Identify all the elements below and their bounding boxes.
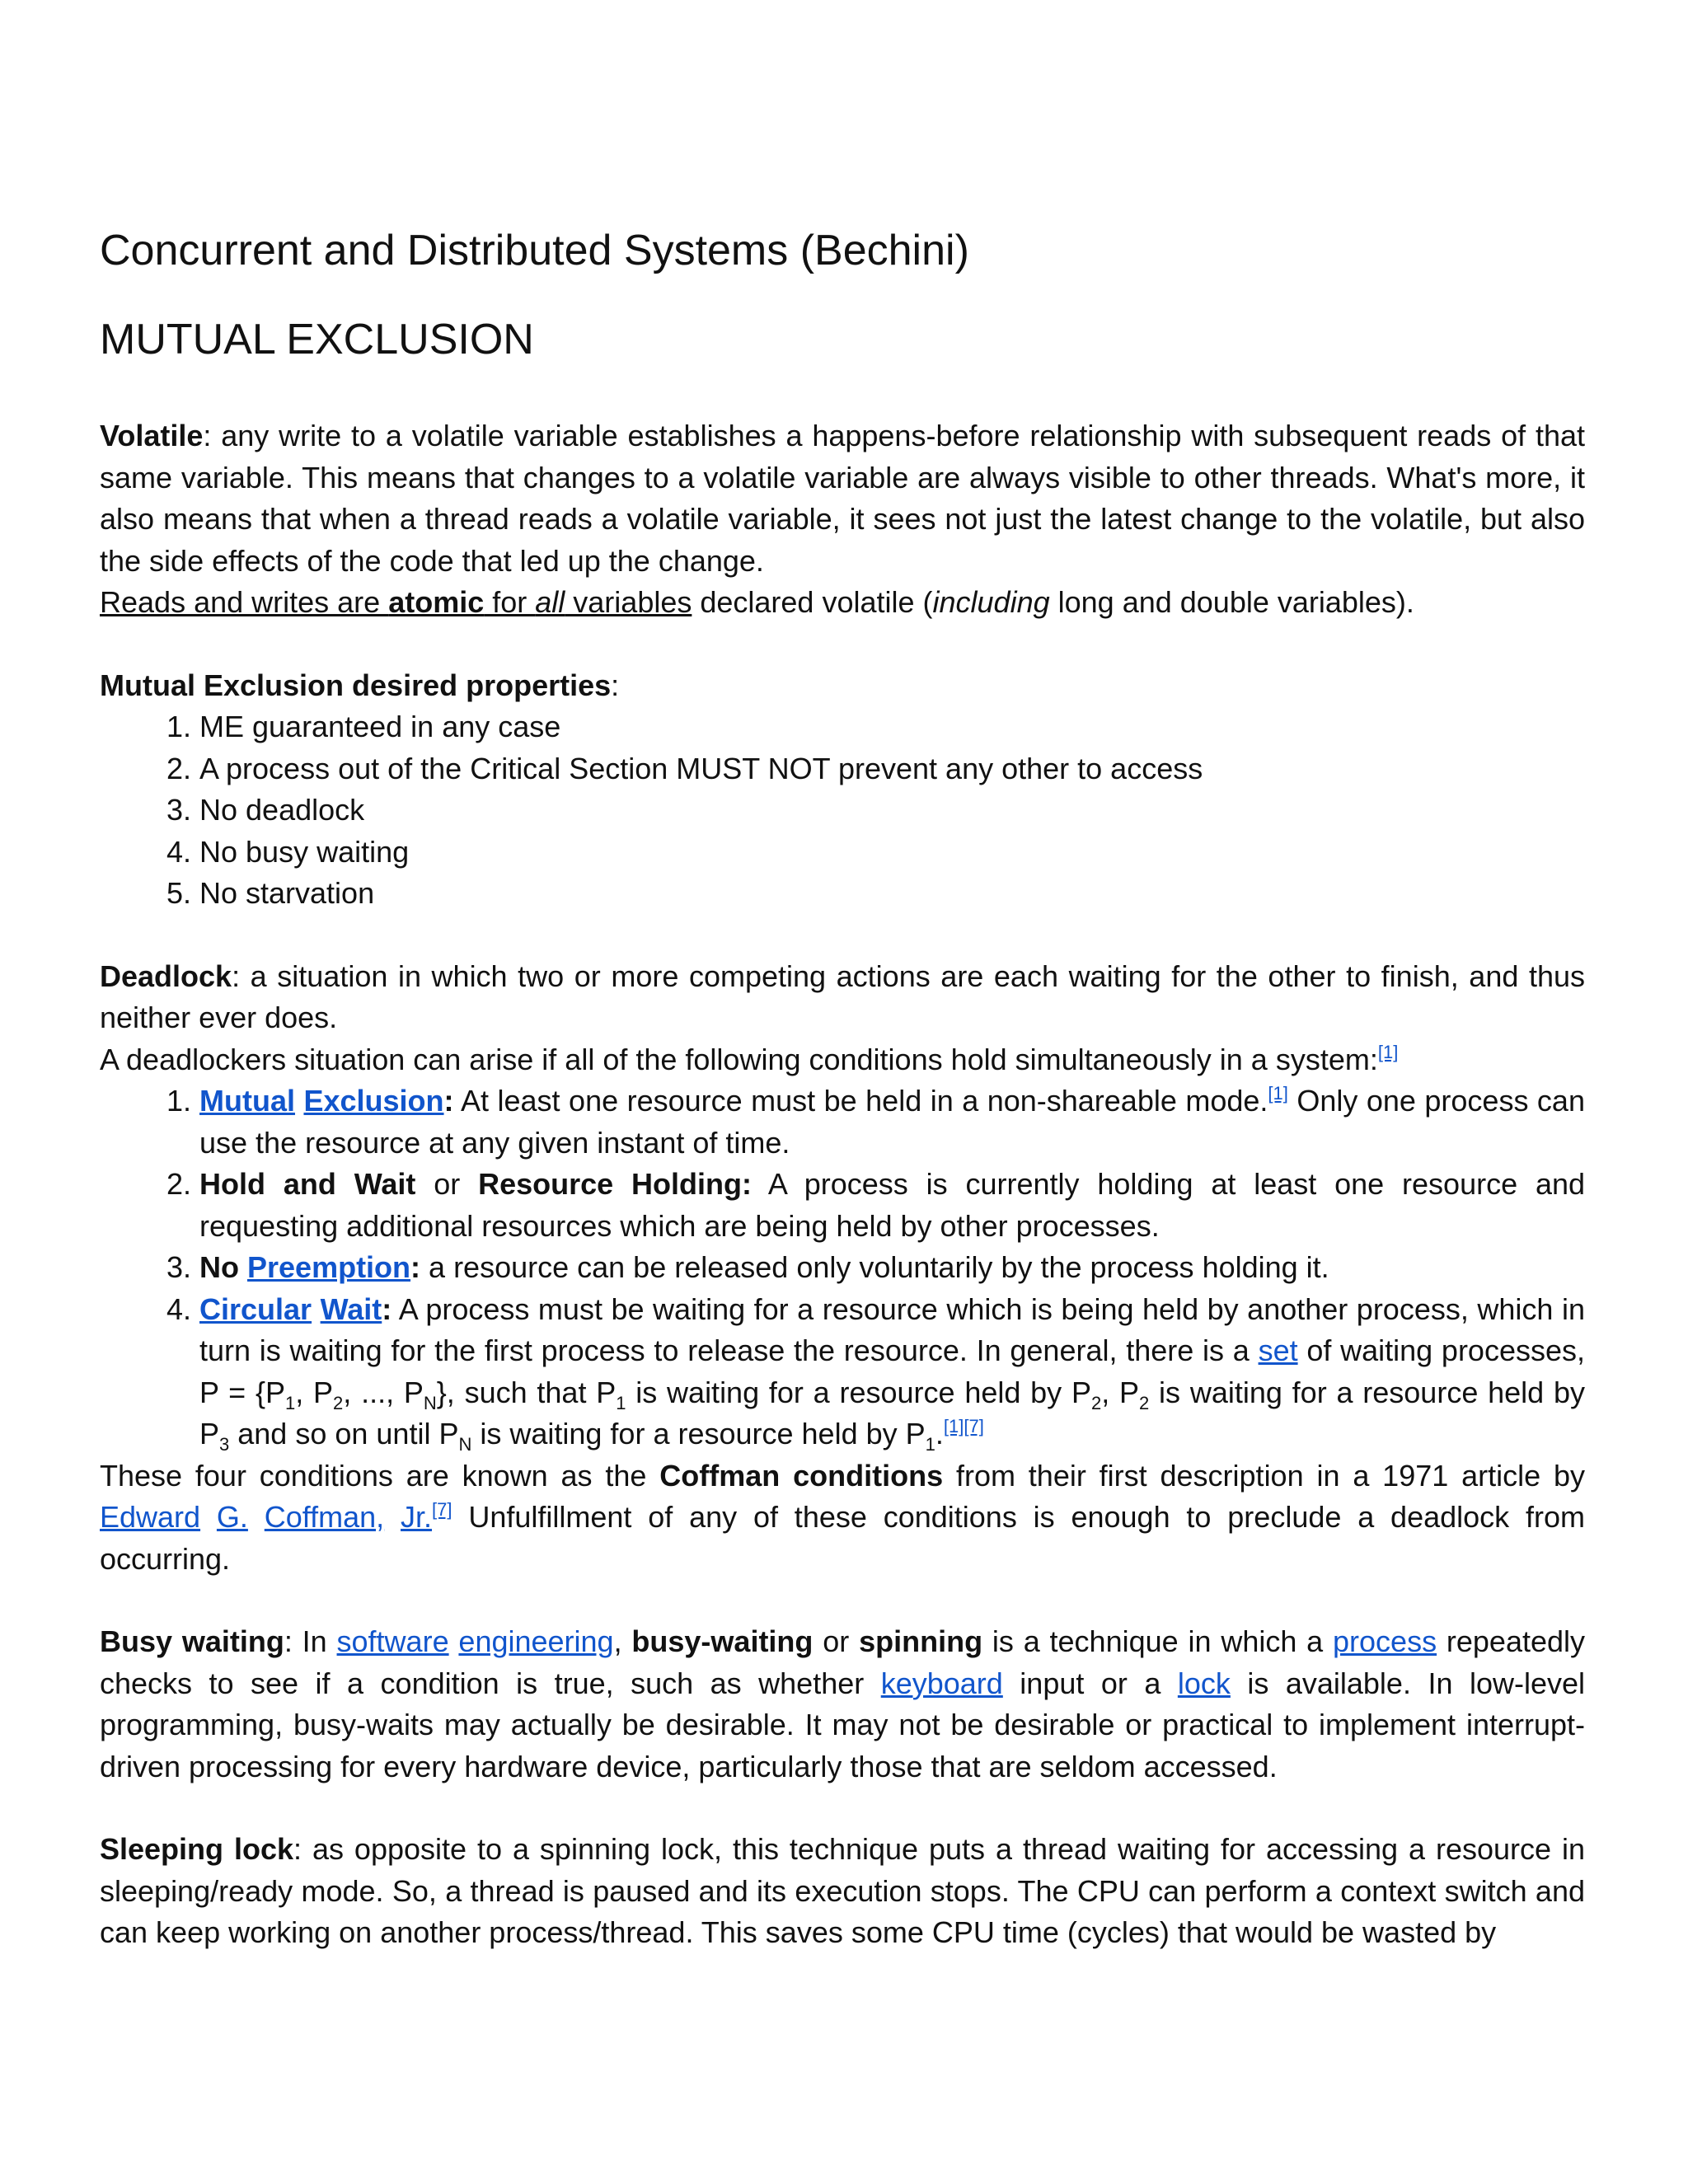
circular-link[interactable]: Circular <box>199 1291 312 1326</box>
deadlock-paragraph: Deadlock: a situation in which two or more competing actions are each waiting for the other to finish, and thus neither ever does. <box>100 958 1585 1034</box>
list-item: 4. Circular Wait: A process must be waiting for a resource which is being held by another process, which in turn is waiting for the first process to release the resource. In general, there is a set of waiting processes, $P = \{P_1$, $P_2$, ..., $P_N$}, such that $P_1$ is waiting for a resource held by $P_2$, $P_2$ is waiting for a resource held by $P_3$ and so on until $P_N$ is waiting for a resource held by $P_1.[1][7]$ <box>199 1289 1585 1455</box>
software-link[interactable]: software <box>336 1624 449 1658</box>
exclusion-link[interactable]: Exclusion <box>303 1084 444 1118</box>
process-link[interactable]: process <box>1333 1624 1437 1658</box>
spacer <box>100 624 1585 665</box>
deadlock-term: Deadlock <box>100 958 232 993</box>
atomic-underline-c: for <box>484 585 536 619</box>
list-item: 2. Hold and Wait or Resource Holding: A process is currently holding at least one resource and requesting additional resources which are being held by other processes. <box>199 1164 1585 1247</box>
list-item: 1. Mutual Exclusion: At least one resource must be held in a non-shareable mode.[1] Only one process can use the resource at any given instant of time. <box>199 1080 1585 1164</box>
coffman-paragraph: These four conditions are known as the Coffman conditions from their first description in a 1971 article by Edward G. Coffman, Jr.[7] Unfulfillment of any of these conditions is enough to preclude a deadlock from occurring. <box>100 1458 1586 1576</box>
long-double-text: long and double variables). <box>1049 585 1414 619</box>
lock-link[interactable]: lock <box>1177 1666 1231 1700</box>
jr-link[interactable]: Jr. <box>401 1500 433 1534</box>
me-properties-list <box>100 706 1585 915</box>
atomic-underline-a: Reads and writes are <box>100 585 389 619</box>
deadlock-intro: A deadlockers situation can arise if all of the following conditions hold simultaneously in a system:[1] <box>100 1041 1399 1076</box>
coffman-term: Coffman conditions <box>659 1458 944 1493</box>
list-item: 2. A process out of the Critical Section MUST NOT prevent any other to access <box>199 748 1585 790</box>
reference-link-1[interactable]: [1] <box>1377 1041 1399 1062</box>
volatile-text: : any write to a volatile variable establishes a happens-before relationship with subsequent reads of that same variable. This means that changes to a volatile variable are always visible to other threads. What's more, it also means that when a thread reads a volatile variable, it sees not just the latest change to the volatile, but also the side effects of the code that led up the change. <box>100 419 1585 578</box>
spacer <box>100 1580 1585 1621</box>
reference-link-7[interactable]: [7] <box>964 1416 984 1436</box>
preemption-link[interactable]: Preemption <box>247 1250 411 1284</box>
engineering-link[interactable]: engineering <box>458 1624 614 1658</box>
list-item: 5. No starvation <box>199 873 1585 915</box>
reference-link-1[interactable]: [1] <box>1268 1083 1288 1104</box>
list-item: 4. No busy waiting <box>199 832 1585 874</box>
coffman-conditions-list <box>100 1080 1585 1455</box>
busy-waiting-term: Busy waiting <box>100 1624 284 1658</box>
section-title: MUTUAL EXCLUSION <box>100 316 534 363</box>
volatile-atomic-line <box>100 582 1585 624</box>
atomic-word: atomic <box>388 585 485 619</box>
atomic-underline-e: variables <box>565 585 692 619</box>
sleeping-lock-term: Sleeping lock <box>100 1832 294 1866</box>
including-word: including <box>932 585 1050 619</box>
declared-volatile-text: declared volatile ( <box>692 585 933 619</box>
sleeping-lock-paragraph: Sleeping lock: as opposite to a spinning lock, this technique puts a thread waiting for accessing a resource in sleeping/ready mode. So, a thread is paused and its execution stops. The CPU can perform a context switch and can keep working on another process/thread. This saves some CPU time (cycles) that would be wasted by <box>100 1832 1585 1949</box>
wait-link[interactable]: Wait <box>320 1291 382 1326</box>
keyboard-link[interactable]: keyboard <box>880 1666 1003 1700</box>
me-properties-heading: Mutual Exclusion desired properties: <box>100 668 620 702</box>
spacer <box>100 1788 1585 1829</box>
coffman-link[interactable]: Coffman, <box>264 1500 385 1534</box>
set-link[interactable]: set <box>1258 1333 1298 1367</box>
document-title: Concurrent and Distributed Systems (Bechini) <box>100 227 969 274</box>
busy-waiting-paragraph: Busy waiting: In software engineering, busy-waiting or spinning is a technique in which a process repeatedly checks to see if a condition is true, such as whether keyboard input or a lock is available. In low-level programming, busy-waits may actually be desirable. It may not be desirable or practical to implement interrupt-driven processing for every hardware device, particularly those that are seldom accessed. <box>100 1624 1586 1783</box>
g-link[interactable]: G. <box>216 1500 248 1534</box>
spacer <box>100 915 1585 956</box>
all-word: all <box>535 585 565 619</box>
volatile-paragraph <box>100 415 1585 582</box>
list-item: 3. No deadlock <box>199 790 1585 832</box>
volatile-term: Volatile <box>100 419 204 452</box>
list-item: 1. ME guaranteed in any case <box>199 706 1585 748</box>
list-item: 3. No Preemption: a resource can be released only voluntarily by the process holding it. <box>199 1247 1585 1289</box>
edward-link[interactable]: Edward <box>100 1500 201 1534</box>
reference-link-1[interactable]: [1] <box>943 1416 964 1436</box>
mutual-link[interactable]: Mutual <box>199 1084 295 1118</box>
reference-link-7[interactable]: [7] <box>432 1499 452 1520</box>
